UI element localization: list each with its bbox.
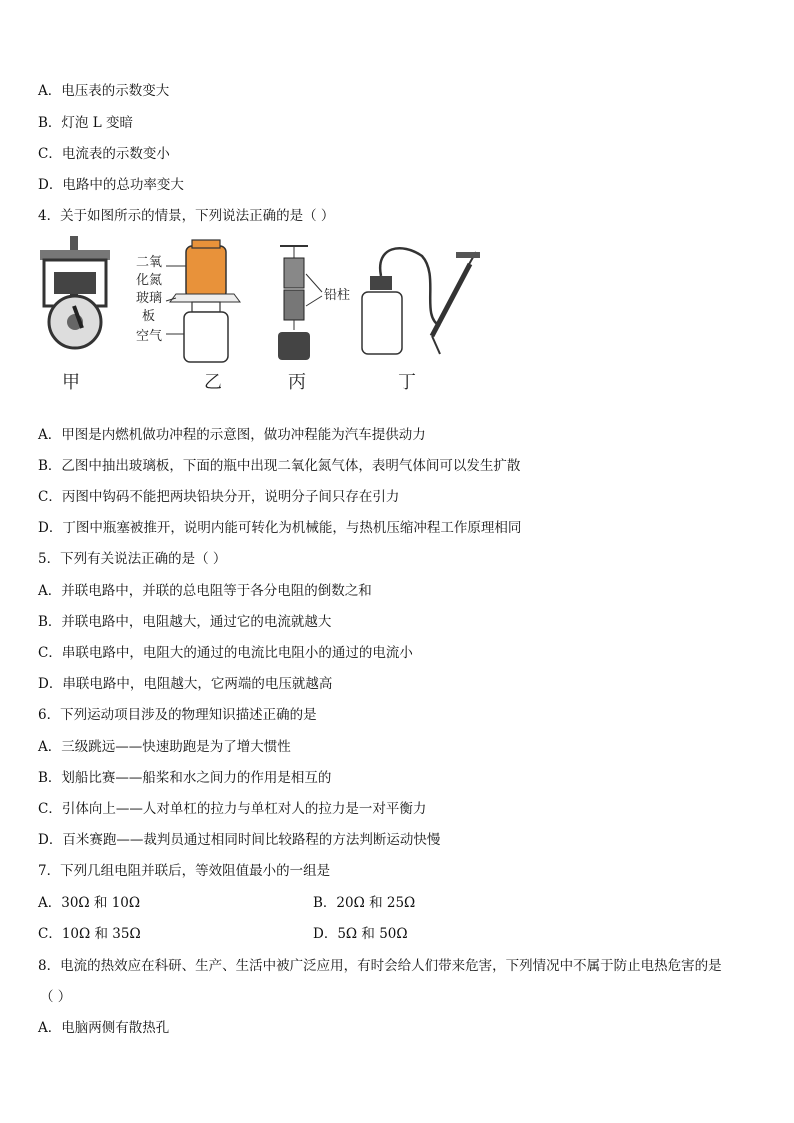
q7-stem: 7．下列几组电阻并联后，等效阻值最小的一组是 [38,863,331,879]
q6-option-c: C．引体向上——人对单杠的拉力与单杠对人的拉力是一对平衡力 [38,801,427,817]
note-air: 空气 [136,329,163,344]
note-no2-line1: 二氧 [136,255,163,270]
q6-stem: 6．下列运动项目涉及的物理知识描述正确的是 [38,707,317,723]
q4-option-b: B．乙图中抽出玻璃板，下面的瓶中出现二氧化氮气体，表明气体间可以发生扩散 [38,458,521,474]
figure-label-ding: 丁 [398,372,416,393]
note-no2-line2: 化氮 [136,273,163,288]
q5-stem: 5．下列有关说法正确的是（ ） [38,551,227,567]
q7-option-c: C．10Ω 和 35Ω [38,926,141,942]
figure-label-yi: 乙 [204,372,222,393]
note-lead-cylinders: 铅柱 [324,288,351,303]
q6-option-d: D．百米赛跑——裁判员通过相同时间比较路程的方法判断运动快慢 [38,832,441,848]
q4-option-c: C．丙图中钩码不能把两块铅块分开，说明分子间只存在引力 [38,489,400,505]
engine-cylinder-diagram [40,236,110,348]
q5-option-a: A．并联电路中，并联的总电阻等于各分电阻的倒数之和 [38,583,372,599]
q3-option-b: B．灯泡 L 变暗 [38,115,133,131]
lead-cylinders-diagram [278,246,322,360]
q5-option-b: B．并联电路中，电阻越大，通过它的电流就越大 [38,614,332,630]
q3-option-d: D．电路中的总功率变大 [38,177,184,193]
diffusion-bottles-diagram [166,240,240,362]
note-glass-line1: 玻璃 [136,291,163,306]
q7-option-b: B．20Ω 和 25Ω [313,895,416,911]
q8-answer-bracket: （ ） [40,989,72,1005]
figure-label-bing: 丙 [288,372,306,393]
q3-option-a: A．电压表的示数变大 [38,83,170,99]
q5-option-d: D．串联电路中，电阻越大，它两端的电压就越高 [38,676,333,692]
q4-option-d: D．丁图中瓶塞被推开，说明内能可转化为机械能，与热机压缩冲程工作原理相同 [38,520,522,536]
figure-label-jia: 甲 [62,372,80,393]
q8-stem: 8．电流的热效应在科研、生产、生活中被广泛应用，有时会给人们带来危害，下列情况中不属于防止电热危害的是 [38,958,722,974]
q6-option-a: A．三级跳远——快速助跑是为了增大惯性 [38,739,291,755]
q4-option-a: A．甲图是内燃机做功冲程的示意图，做功冲程能为汽车提供动力 [38,427,426,443]
q6-option-b: B．划船比赛——船桨和水之间力的作用是相互的 [38,770,332,786]
q4-stem: 4．关于如图所示的情景，下列说法正确的是（ ） [38,208,335,224]
bottle-pump-diagram [362,248,480,354]
q8-option-a: A．电脑两侧有散热孔 [38,1020,170,1036]
q3-option-c: C．电流表的示数变小 [38,146,170,162]
q5-option-c: C．串联电路中，电阻大的通过的电流比电阻小的通过的电流小 [38,645,413,661]
q7-option-a: A．30Ω 和 10Ω [38,895,141,911]
q7-option-d: D．5Ω 和 50Ω [313,926,408,942]
note-glass-line2: 板 [142,309,156,324]
q4-figure [30,236,500,398]
